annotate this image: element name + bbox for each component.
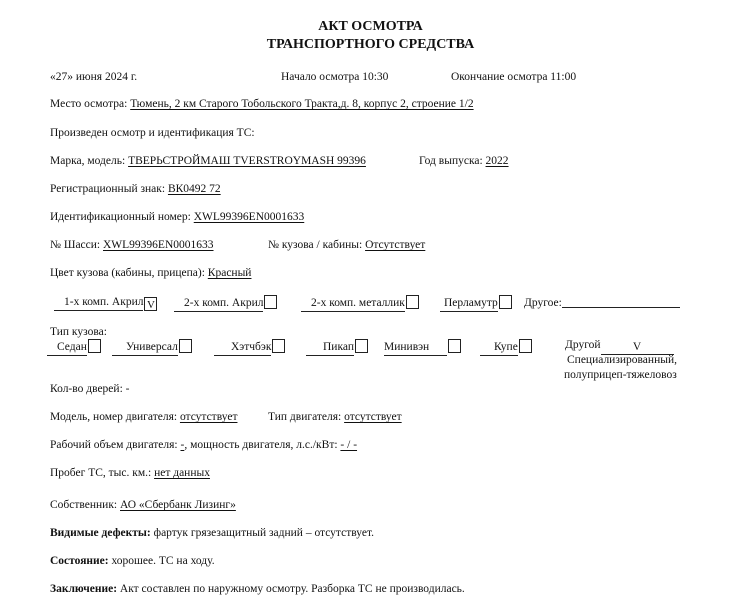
body-type-option[interactable] (47, 339, 101, 356)
reg-value: ВК0492 72 (167, 183, 221, 195)
paint-option-checkbox[interactable] (264, 295, 277, 309)
paint-option-label: 2-х комп. металлик (301, 296, 405, 312)
engine-type-value: отсутствует (344, 411, 402, 423)
inspection-end: Окончание осмотра 11:00 (451, 71, 577, 83)
body-type-option[interactable] (480, 339, 532, 356)
paint-other-label: Другое: (524, 297, 562, 309)
engine-model-row (50, 411, 237, 423)
reg-label: Регистрационный знак: (50, 183, 168, 195)
defects-label: Видимые дефекты: (50, 527, 151, 539)
displacement-row (50, 439, 357, 451)
power-value: - / - (340, 439, 358, 451)
body-type-checkbox[interactable] (88, 339, 101, 353)
condition-value: хорошее. ТС на ходу. (108, 555, 215, 567)
inspection-start: Начало осмотра 10:30 (281, 71, 389, 83)
condition-label: Состояние: (50, 555, 109, 567)
place-value: Тюмень, 2 км Старого Тобольского Тракта,д. 8, корпус 2, строение 1/2 (130, 98, 474, 110)
body-type-label-text: Пикап (306, 340, 354, 356)
displacement-label: Рабочий объем двигателя: (50, 439, 181, 451)
color-label: Цвет кузова (кабины, прицепа): (50, 267, 208, 279)
year-label: Год выпуска: (419, 155, 486, 167)
paint-option-label: Перламутр (440, 296, 498, 312)
place-label: Место осмотра: (50, 98, 131, 110)
paint-option[interactable] (440, 295, 512, 312)
power-label: , мощность двигателя, л.с./кВт: (184, 439, 341, 451)
color-row (50, 267, 251, 279)
identification-text: Произведен осмотр и идентификация ТС: (50, 127, 255, 139)
conclusion-label: Заключение: (50, 583, 118, 595)
mileage-row (50, 467, 210, 479)
year-value: 2022 (485, 155, 509, 167)
engine-type-row (268, 411, 402, 423)
doc-title-line2: ТРАНСПОРТНОГО СРЕДСТВА (266, 37, 475, 52)
body-type-label-text: Универсал (112, 340, 178, 356)
place-row (50, 98, 474, 110)
body-type-option[interactable] (384, 339, 461, 356)
paint-option[interactable] (174, 295, 277, 312)
body-type-label-text: Седан (47, 340, 87, 356)
mileage-label: Пробег ТС, тыс. км.: (50, 467, 155, 479)
paint-option[interactable] (54, 295, 157, 311)
defects-row (50, 527, 374, 539)
body-type-checkbox[interactable] (519, 339, 532, 353)
year-row (419, 155, 509, 167)
body-type-option[interactable] (112, 339, 192, 356)
color-value: Красный (207, 267, 252, 279)
owner-row (50, 499, 236, 511)
body-type-other-mark[interactable]: V (601, 340, 674, 355)
engine-type-label: Тип двигателя: (268, 411, 345, 423)
make-label: Марка, модель: (50, 155, 129, 167)
displacement-value: - (180, 439, 185, 451)
body-type-checkbox[interactable] (272, 339, 285, 353)
paint-other-field[interactable] (562, 295, 680, 308)
body-type-checkbox[interactable] (448, 339, 461, 353)
body-type-label: Тип кузова: (50, 326, 107, 338)
body-type-other-label: Другой (565, 339, 601, 351)
body-type-other[interactable] (565, 339, 674, 355)
defects-value: фартук грязезащитный задний – отсутствует. (150, 527, 375, 539)
vin-label: Идентификационный номер: (50, 211, 194, 223)
conclusion-value: Акт составлен по наружному осмотру. Разборка ТС не производилась. (117, 583, 465, 595)
body-no-row (268, 239, 425, 251)
mileage-value: нет данных (154, 467, 210, 479)
body-type-label-text: Минивэн (384, 340, 447, 356)
engine-model-label: Модель, номер двигателя: (50, 411, 180, 423)
paint-option-label: 2-х комп. Акрил (174, 296, 263, 312)
paint-option-checkbox[interactable] (406, 295, 419, 309)
body-type-other-note-1: Специализированный, (567, 354, 677, 366)
body-type-label-text: Хэтчбэк (214, 340, 271, 356)
reg-row (50, 183, 221, 195)
owner-label: Собственник: (50, 499, 120, 511)
chassis-row (50, 239, 214, 251)
paint-option-label: 1-х комп. Акрил (54, 295, 143, 311)
inspection-date: «27» июня 2024 г. (50, 71, 138, 83)
vin-value: XWL99396EN0001633 (193, 211, 305, 223)
body-type-other-note-2: полуприцеп-тяжеловоз (564, 369, 677, 381)
vin-row (50, 211, 304, 223)
body-no-label: № кузова / кабины: (268, 239, 366, 251)
chassis-value: XWL99396EN0001633 (103, 239, 214, 251)
doc-title-line1: АКТ ОСМОТРА (318, 19, 423, 34)
doors-row: Кол-во дверей: - (50, 383, 130, 395)
condition-row (50, 555, 215, 567)
body-no-value: Отсутствует (365, 239, 426, 251)
paint-option-checkbox[interactable] (499, 295, 512, 309)
body-type-option[interactable] (214, 339, 285, 356)
engine-model-value: отсутствует (179, 411, 238, 423)
paint-option-checkbox[interactable]: V (144, 297, 157, 311)
owner-value: АО «Сбербанк Лизинг» (120, 499, 236, 511)
body-type-checkbox[interactable] (179, 339, 192, 353)
body-type-label-text: Купе (480, 340, 518, 356)
body-type-checkbox[interactable] (355, 339, 368, 353)
chassis-label: № Шасси: (50, 239, 103, 251)
paint-option[interactable] (301, 295, 419, 312)
make-row (50, 155, 366, 167)
body-type-option[interactable] (306, 339, 368, 356)
paint-other (524, 295, 680, 309)
conclusion-row (50, 583, 465, 595)
make-value: ТВЕРЬСТРОЙМАШ TVERSTROYMASH 99396 (128, 155, 366, 167)
